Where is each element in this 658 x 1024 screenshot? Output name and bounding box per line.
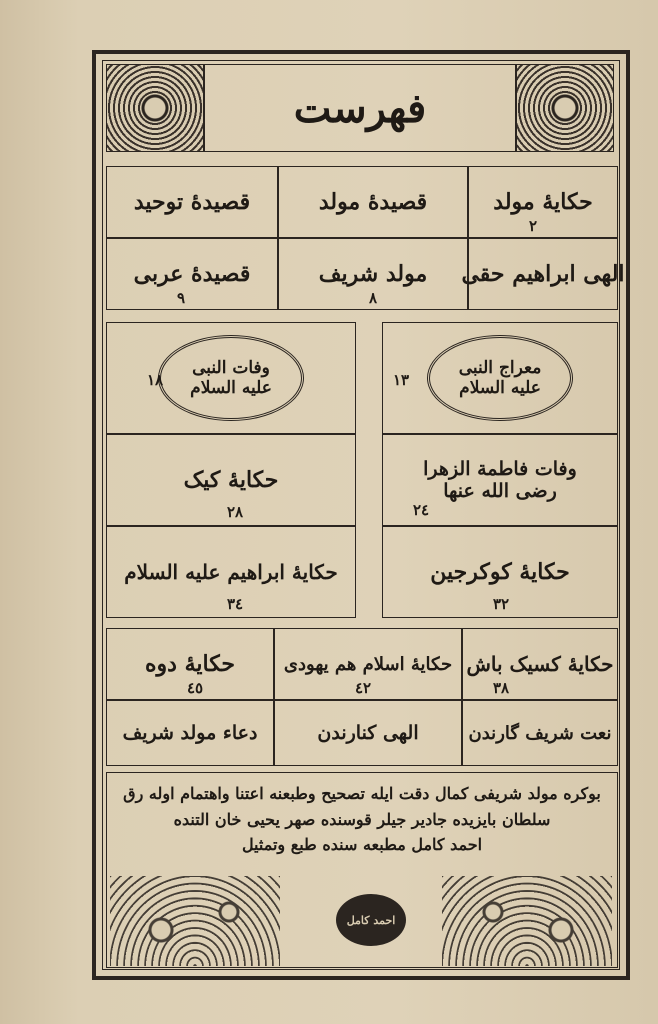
- index-frame: [92, 50, 630, 980]
- entry-cell: [274, 700, 462, 766]
- entry-page-number: ٣٤: [227, 595, 244, 613]
- entry-page-number: ٨: [369, 289, 378, 307]
- entry-title: حکایهٔ ابراهیم علیه السلام: [124, 560, 338, 584]
- entry-cell: [462, 700, 618, 766]
- wreath-cell: [106, 322, 356, 434]
- entry-page-number: ١٣: [393, 371, 410, 389]
- floral-ornament-left: [110, 876, 280, 966]
- entry-page-number: ٤٢: [355, 679, 372, 697]
- entry-cell: [468, 166, 618, 238]
- entry-page-number: ٢٨: [227, 503, 244, 521]
- entry-page-number: ١٨: [147, 371, 164, 389]
- entry-page-number: ٣٨: [493, 679, 510, 697]
- entry-title: قصیدهٔ توحید: [133, 189, 251, 215]
- wreath-cell: [382, 322, 618, 434]
- entry-cell: [461, 238, 625, 310]
- colophon-line: سلطان بایزیده جادیر جیلر قوسنده صهر یحیی خان التنده: [173, 809, 551, 829]
- entry-page-number: ٤٥: [187, 679, 204, 697]
- corner-ornament-right: [516, 64, 614, 152]
- entry-cell: [278, 166, 468, 238]
- corner-ornament-left: [106, 64, 204, 152]
- entry-title: حکایهٔ کوکرجین: [430, 559, 570, 585]
- entry-page-number: ٩: [177, 289, 186, 307]
- entry-page-number: ٣٢: [493, 595, 510, 613]
- entry-title: حکایهٔ کیک: [183, 467, 279, 493]
- entry-title: قصیدهٔ مولد: [318, 189, 428, 215]
- entry-title: نعت شریف گارندن: [468, 722, 612, 744]
- colophon-line: احمد کامل مطبعه سنده طبع وتمثیل: [241, 835, 483, 855]
- entry-title: قصیدهٔ عربی: [133, 261, 251, 287]
- entry-title: وفات فاطمة الزهرا رضی الله عنها: [423, 458, 577, 502]
- entry-title: حکایهٔ کسیک باش: [466, 652, 614, 676]
- printer-seal: احمد کامل: [336, 894, 406, 946]
- wreath-line: وفات النبی: [192, 357, 270, 378]
- entry-cell: [106, 238, 278, 310]
- colophon-line: بوکره مولد شریفی کمال دقت ایله تصحیح وطبعنه اعتنا واهتمام اوله رق: [123, 784, 601, 803]
- entry-cell: [382, 526, 618, 618]
- entry-title: الهی ابراهیم حقی: [461, 261, 625, 287]
- wreath-line: علیه السلام: [190, 378, 272, 398]
- entry-title: الهی کنارندن: [317, 722, 419, 744]
- entry-title: حکایهٔ دوه: [145, 651, 235, 677]
- entry-cell: [106, 526, 356, 618]
- entry-cell: [278, 238, 468, 310]
- entry-cell: [106, 434, 356, 526]
- entry-cell: [462, 628, 618, 700]
- wreath-line: معراج النبی: [458, 357, 542, 378]
- entry-cell: [382, 434, 618, 526]
- wreath-line: علیه السلام: [459, 378, 541, 398]
- entry-cell: [274, 628, 462, 700]
- floral-ornament-right: [442, 876, 612, 966]
- entry-title: مولد شریف: [318, 261, 428, 287]
- entry-title: حکایهٔ اسلام هم یهودی: [283, 653, 453, 675]
- entry-page-number: ٢: [529, 217, 538, 235]
- laurel-wreath: [427, 335, 573, 421]
- entry-page-number: ٢٤: [413, 501, 430, 519]
- laurel-wreath: [158, 335, 304, 421]
- entry-cell: [106, 166, 278, 238]
- entry-title: حکایهٔ مولد: [493, 189, 593, 215]
- entry-cell: [106, 700, 274, 766]
- entry-cell: [106, 628, 274, 700]
- page-title: فهرست: [204, 64, 516, 152]
- entry-title: دعاء مولد شریف: [122, 722, 258, 744]
